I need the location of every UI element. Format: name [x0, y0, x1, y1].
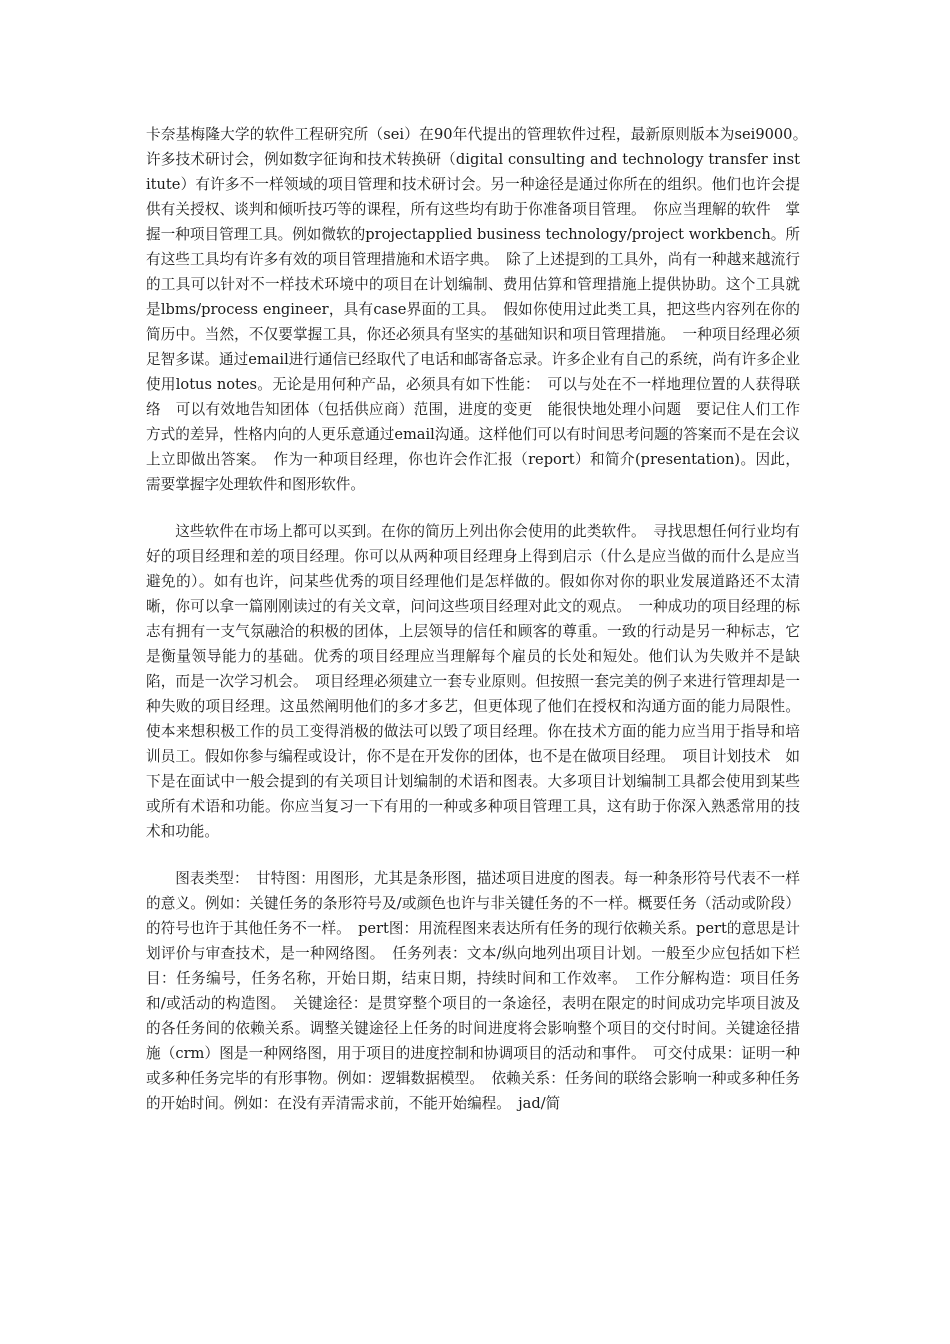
paragraph-spacer: [146, 497, 800, 519]
document-body: [146, 122, 815, 1116]
paragraph-1: 卡奈基梅隆大学的软件工程研究所（sei）在90年代提出的管理软件过程，最新原则版本为sei9000。 许多技术研讨会，例如数字征询和技术转换研（digital consulting and technology transfer institute）有许多不一样领域的项目管理和技术研讨会。另一种途径是通过你所在的组织。他们也许会提供有关授权、谈判和倾听技巧等的课程，所有这些均有助于你准备项目管理。 你应当理解的软件 掌握一种项目管理工具。例如微软的projectapplied business technology/project workbench。所有这些工具均有许多有效的项目管理措施和术语字典。 除了上述提到的工具外，尚有一种越来越流行的工具可以针对不一样技术环境中的项目在计划编制、费用估算和管理措施上提供协助。这个工具就是lbms/process engineer，具有case界面的工具。 假如你使用过此类工具，把这些内容列在你的简历中。当然，不仅要掌握工具，你还必须具有坚实的基础知识和项目管理措施。 一种项目经理必须足智多谋。通过email进行通信已经取代了电话和邮寄备忘录。许多企业有自己的系统，尚有许多企业使用lotus notes。无论是用何种产品，必须具有如下性能： 可以与处在不一样地理位置的人获得联络 可以有效地告知团体（包括供应商）范围，进度的变更 能很快地处理小问题 要记住人们工作方式的差异，性格内向的人更乐意通过email沟通。这样他们可以有时间思考问题的答案而不是在会议上立即做出答案。 作为一种项目经理，你也许会作汇报（report）和简介(presentation)。因此，需要掌握字处理软件和图形软件。: [146, 126, 815, 493]
paragraph-3: 图表类型： 甘特图：用图形，尤其是条形图，描述项目进度的图表。每一种条形符号代表不一样的意义。例如：关键任务的条形符号及/或颜色也许与非关键任务的不一样。概要任务（活动或阶段）的符号也许于其他任务不一样。 pert图：用流程图来表达所有任务的现行依赖关系。pert的意思是计划评价与审查技术，是一种网络图。 任务列表：文本/纵向地列出项目计划。一般至少应包括如下栏目：任务编号，任务名称，开始日期，结束日期，持续时间和工作效率。 工作分解构造：项目任务和/或活动的构造图。 关键途径：是贯穿整个项目的一条途径，表明在限定的时间成功完毕项目波及的各任务间的依赖关系。调整关键途径上任务的时间进度将会影响整个项目的交付时间。关键途径措施（crm）图是一种网络图，用于项目的进度控制和协调项目的活动和事件。 可交付成果：证明一种或多种任务完毕的有形事物。例如：逻辑数据模型。 依赖关系：任务间的联络会影响一种或多种任务的开始时间。例如：在没有弄清需求前，不能开始编程。 jad/简: [146, 870, 800, 1112]
paragraph-spacer: [146, 844, 800, 866]
paragraph-2: 这些软件在市场上都可以买到。在你的简历上列出你会使用的此类软件。 寻找思想任何行业均有好的项目经理和差的项目经理。你可以从两种项目经理身上得到启示（什么是应当做的而什么是应当避免的）。如有也许，问某些优秀的项目经理他们是怎样做的。假如你对你的职业发展道路还不太清晰，你可以拿一篇刚刚读过的有关文章，问问这些项目经理对此文的观点。 一种成功的项目经理的标志有拥有一支气氛融洽的积极的团体，上层领导的信任和顾客的尊重。一致的行动是另一种标志，它是衡量领导能力的基础。优秀的项目经理应当理解每个雇员的长处和短处。他们认为失败并不是缺陷，而是一次学习机会。 项目经理必须建立一套专业原则。但按照一套完美的例子来进行管理却是一种失败的项目经理。这虽然阐明他们的多才多艺，但更体现了他们在授权和沟通方面的能力局限性。使本来想积极工作的员工变得消极的做法可以毁了项目经理。你在技术方面的能力应当用于指导和培训员工。假如你参与编程或设计，你不是在开发你的团体，也不是在做项目经理。 项目计划技术 如下是在面试中一般会提到的有关项目计划编制的术语和图表。大多项目计划编制工具都会使用到某些或所有术语和功能。你应当复习一下有用的一种或多种项目管理工具，这有助于你深入熟悉常用的技术和功能。: [146, 523, 800, 840]
